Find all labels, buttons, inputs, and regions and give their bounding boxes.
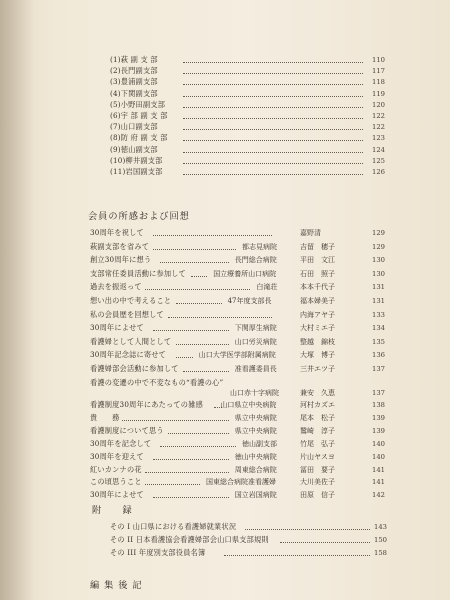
page-number: 158: [374, 549, 387, 557]
page-number: 143: [374, 523, 387, 531]
page-number: 137: [372, 365, 385, 373]
entry-author: 平田 文江: [300, 256, 335, 265]
page-number: 140: [372, 439, 385, 448]
page-number: 129: [372, 242, 385, 251]
entry-author: 大塚 博子: [300, 351, 335, 360]
page-number: 118: [372, 78, 385, 87]
entry-org: 山口赤十字病院: [230, 389, 279, 397]
page-number: 110: [372, 56, 385, 64]
page-number: 139: [372, 413, 385, 422]
entry-title: この頃思うこと: [90, 477, 142, 487]
entry-org: 山口大学医学部附属病院: [198, 351, 276, 360]
entry-author: 竹尾 弘子: [300, 439, 335, 448]
entry-author: 整越 錦枝: [300, 337, 335, 346]
dot-leader: [191, 271, 207, 277]
entry-org: 周東総合病院: [234, 465, 277, 474]
page-number: 131: [372, 297, 385, 305]
entry-org: 国立療養所山口病院: [213, 269, 277, 278]
entry-title: 30周年記念誌に寄せて: [90, 350, 167, 360]
entry-title: 貴 務: [90, 412, 120, 422]
page-number: 135: [372, 337, 385, 346]
page-number: 120: [372, 100, 385, 109]
entry-title: 看護制度について思う: [90, 425, 164, 435]
branch-label: (5)小野田副支部: [110, 99, 166, 109]
entry-title: 想い出の中で考えること: [90, 296, 172, 305]
entry-title: 過去を振返って: [90, 282, 142, 292]
branch-label: (4)下関副支部: [110, 88, 158, 98]
entry-org: 国立岩国病院: [234, 491, 277, 500]
entry-author: 吉留 穂子: [300, 242, 335, 251]
entry-title: 30周年によせて: [90, 490, 144, 500]
dot-leader: [183, 147, 363, 153]
branch-label: (1)萩 副 支 部: [110, 55, 158, 64]
dot-leader: [183, 135, 363, 141]
entry-title: 紅いカンナの花: [90, 464, 142, 474]
entry-org: 都志見病院: [242, 242, 277, 251]
page-number: 138: [372, 401, 385, 409]
entry-org: 長門総合病院: [234, 256, 277, 265]
entry-org: 山口労災病院: [234, 337, 277, 346]
entry-title: 看護婦として人間として: [90, 336, 172, 346]
dot-leader: [153, 454, 229, 460]
entry-author: 大川美佐子: [300, 478, 335, 487]
appendix-label: その I 山口県における看護婦就業状況: [110, 522, 237, 531]
branch-label: (10)柳井副支部: [110, 155, 163, 165]
entry-title: 萩副支部を省みて: [90, 241, 150, 251]
page-number: 119: [372, 89, 385, 98]
entry-org: 徳山副支部: [242, 439, 277, 448]
entry-title: 看護婦部会活動に参加して: [90, 364, 179, 373]
entry-title: 30周年を祝して: [90, 228, 144, 237]
dot-leader: [122, 415, 228, 421]
entry-org: 白滝荘: [256, 283, 278, 292]
dot-leader: [183, 169, 363, 175]
entry-title: 創立30周年に想う: [90, 255, 152, 265]
dot-leader: [153, 230, 272, 236]
page-number: 129: [372, 229, 385, 237]
dot-leader: [183, 124, 363, 130]
dot-leader: [160, 257, 228, 263]
dot-leader: [145, 479, 200, 485]
page-number: 150: [374, 536, 387, 544]
editor-note-title: 編 集 後 記: [90, 580, 143, 591]
dot-leader: [176, 339, 229, 345]
dot-leader: [183, 113, 363, 119]
entry-author: 河村カズエ: [300, 401, 335, 409]
dot-leader: [153, 492, 229, 498]
entry-author: 片山ヤスヨ: [300, 452, 335, 461]
branch-label: (6)宇 部 副 支 部: [110, 111, 168, 120]
entry-author: 鷲崎 淳子: [300, 426, 335, 435]
entry-author: 田原 信子: [300, 491, 335, 500]
entry-org: 准看護委員長: [234, 365, 277, 373]
entry-org: 県立中央病院: [234, 413, 277, 422]
page-number: 124: [372, 145, 385, 154]
dot-leader: [183, 366, 229, 372]
page-number: 133: [372, 310, 385, 319]
entry-author: 本本千代子: [300, 283, 335, 292]
page-number: 125: [372, 156, 385, 165]
branch-label: (9)徳山副支部: [110, 144, 158, 154]
entry-org: 県立中央病院: [234, 426, 277, 435]
dot-leader: [145, 284, 250, 290]
page-number: 137: [372, 389, 385, 397]
entry-org: 下関厚生病院: [234, 324, 277, 333]
dot-leader: [183, 158, 363, 164]
dot-leader: [183, 91, 363, 97]
entry-author: 尾本 松子: [300, 413, 335, 422]
dot-leader: [183, 68, 363, 74]
page-number: 130: [372, 256, 385, 265]
page-number: 134: [372, 324, 385, 333]
entry-title: 看護の変遷の中で不変なもの“看護の心”: [90, 378, 224, 387]
dot-leader: [176, 352, 193, 358]
page-number: 117: [372, 67, 385, 76]
dot-leader: [168, 312, 272, 318]
page-number: 142: [372, 491, 385, 500]
appendix-label: その II 日本看護協会看護婦部会山口県支部規則: [110, 535, 269, 544]
entry-author: 福本婦美子: [300, 297, 335, 305]
dot-leader: [176, 298, 222, 304]
entry-org: 国東総合病院准看護婦: [206, 478, 276, 487]
branch-label: (8)防 府 副 支 部: [110, 133, 168, 143]
entry-org: 山口県立中央病院: [220, 401, 277, 409]
entry-author: 嘉野清: [300, 229, 321, 237]
entry-author: 大村ミエ子: [300, 324, 335, 333]
entry-title: 30周年を迎えて: [90, 451, 144, 461]
entry-author: 冨田 要子: [300, 465, 335, 474]
entry-title: 30周年によせて: [90, 323, 144, 333]
entry-author: 内海アヤ子: [300, 310, 335, 319]
entry-title: 支部常任委員活動に参加して: [90, 268, 187, 278]
entry-author: 兼安 久恵: [300, 389, 335, 397]
page-number: 141: [372, 465, 385, 474]
branch-label: (11)岩国副支部: [110, 167, 163, 176]
appendix-label: その III 年度別支部役員名簿: [110, 548, 206, 557]
page-number: 131: [372, 283, 385, 292]
entry-title: 30周年を記念して: [90, 438, 152, 448]
entry-author: 三井エツ子: [300, 365, 335, 373]
page-number: 122: [372, 112, 385, 120]
section-title: 会員の所感および回想: [88, 211, 190, 222]
appendix-title: 附 録: [92, 505, 133, 516]
page-number: 122: [372, 123, 385, 132]
page-number: 139: [372, 426, 385, 435]
page-number: 130: [372, 269, 385, 278]
dot-leader: [224, 550, 370, 556]
branch-label: (7)山口副支部: [110, 122, 158, 132]
page-number: 136: [372, 351, 385, 360]
entry-author: 石田 照子: [300, 269, 335, 278]
dot-leader: [245, 524, 370, 530]
dot-leader: [153, 244, 236, 250]
entry-org: 47年度支部長: [227, 297, 272, 305]
entry-title: 看護制度30周年にあたっての雑感: [90, 400, 203, 409]
dot-leader: [183, 79, 363, 85]
binding-shadow: [0, 0, 34, 600]
page-number: 140: [372, 452, 385, 461]
page-number: 126: [372, 168, 385, 176]
dot-leader: [145, 467, 229, 473]
entry-org: 徳山中央病院: [234, 452, 277, 461]
dot-leader: [280, 537, 370, 543]
entry-title: 私の会員歴を回想して: [90, 309, 164, 319]
dot-leader: [160, 441, 236, 447]
page-number: 123: [372, 134, 385, 143]
dot-leader: [183, 57, 363, 63]
dot-leader: [153, 325, 229, 331]
dot-leader: [168, 428, 229, 434]
branch-label: (3)豊浦副支部: [110, 77, 158, 87]
page-number: 141: [372, 478, 385, 487]
dot-leader: [183, 102, 363, 108]
branch-label: (2)長門副支部: [110, 66, 158, 76]
